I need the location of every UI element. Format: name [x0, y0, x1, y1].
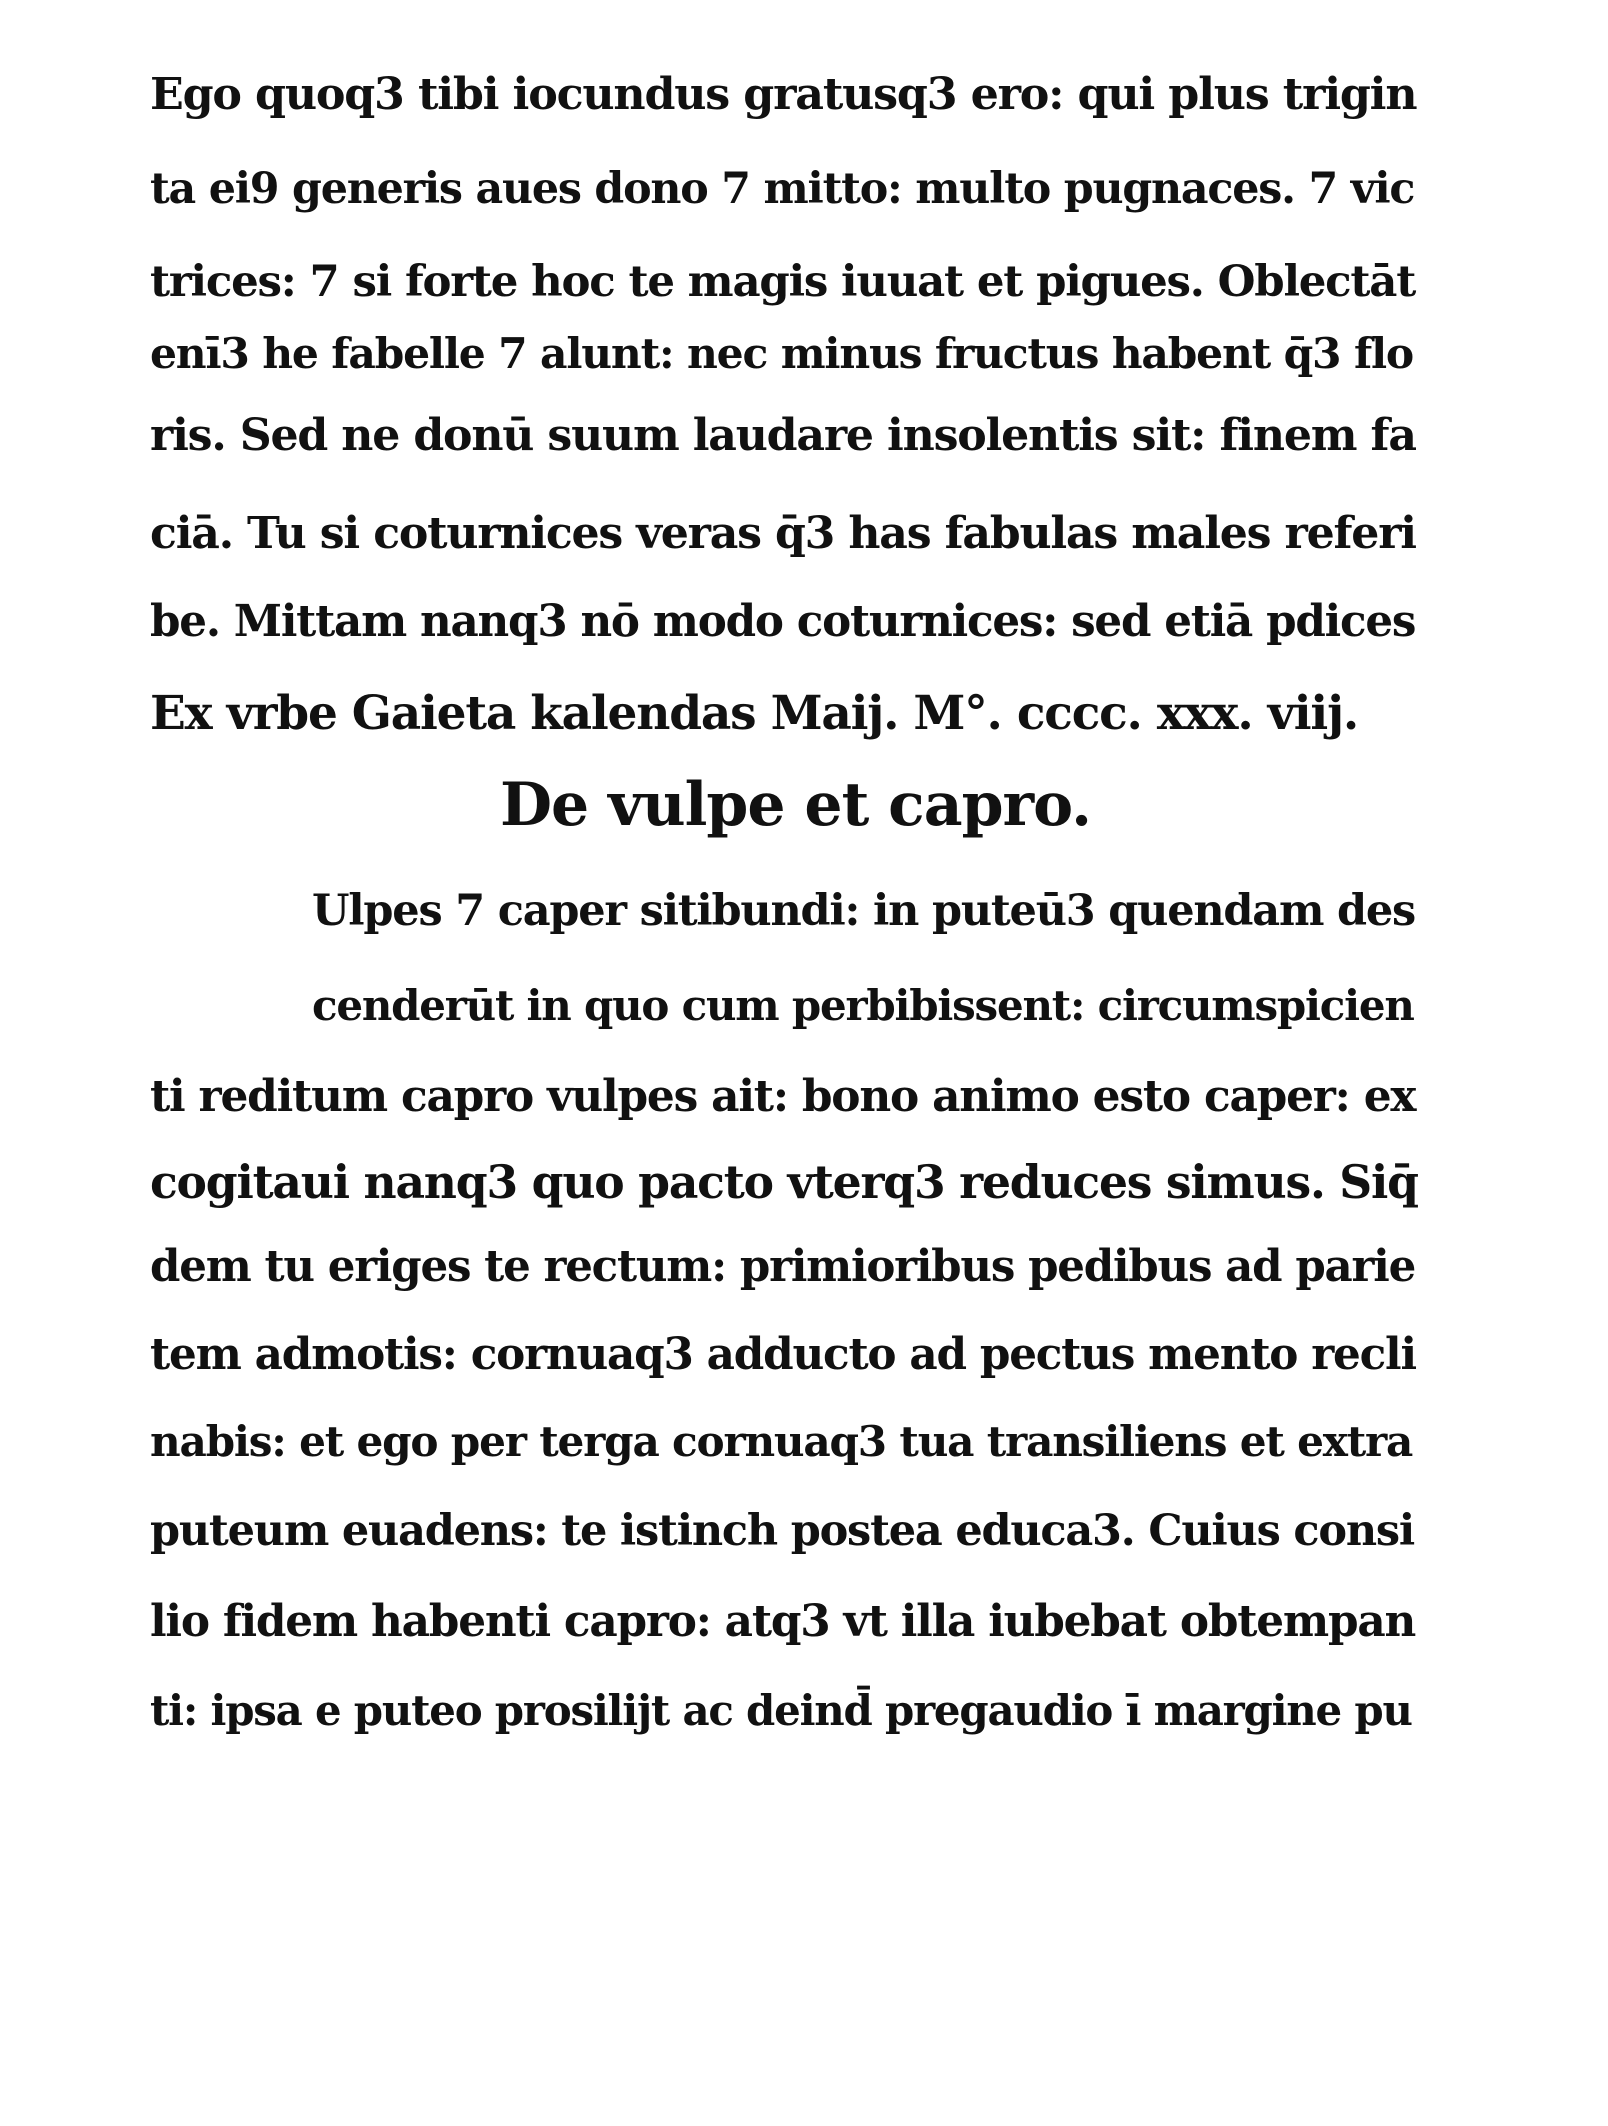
fable-line: puteum euadens: te istinch postea educa3. Cuius consi — [150, 1506, 1415, 1556]
letter-line: be. Mittam nanq3 nō modo coturnices: sed etiā pdices — [150, 596, 1416, 647]
fable-line: dem tu eriges te rectum: primioribus pedibus ad parie — [150, 1241, 1416, 1292]
letter-line: trices: 7 si forte hoc te magis iuuat et pigues. Oblectāt — [150, 256, 1416, 307]
fable-line: cenderūt in quo cum perbibissent: circumspicien — [312, 981, 1414, 1030]
fable-line: Ulpes 7 caper sitibundi: in puteū3 quendam des — [312, 886, 1416, 936]
letter-line: Ex vrbe Gaieta kalendas Maij. M°. cccc. xxx. viij. — [150, 686, 1359, 741]
letter-line: ris. Sed ne donū suum laudare insolentis sit: finem fa — [150, 409, 1416, 461]
fable-line: ti reditum capro vulpes ait: bono animo esto caper: ex — [150, 1071, 1416, 1122]
letter-line: enī3 he fabelle 7 alunt: nec minus fructus habent q̄3 flo — [150, 329, 1414, 379]
letter-line: Ego quoq3 tibi iocundus gratusq3 ero: qui plus trigin — [150, 68, 1417, 120]
fable-line: lio fidem habenti capro: atq3 vt illa iubebat obtempan — [150, 1596, 1416, 1647]
letter-line: ciā. Tu si coturnices veras q̄3 has fabulas males referi — [150, 508, 1416, 559]
fable-line: tem admotis: cornuaq3 adducto ad pectus mento recli — [150, 1329, 1416, 1380]
fable-line: cogitaui nanq3 quo pacto vterq3 reduces simus. Siq̄ — [150, 1155, 1418, 1209]
fable-line: nabis: et ego per terga cornuaq3 tua transiliens et extra — [150, 1416, 1413, 1466]
fable-line: ti: ipsa e puteo prosilijt ac deind̄ pregaudio ī margine pu — [150, 1686, 1412, 1735]
letter-line: ta ei9 generis aues dono 7 mitto: multo pugnaces. 7 vic — [150, 164, 1415, 214]
fable-title: De vulpe et capro. — [500, 770, 1091, 840]
